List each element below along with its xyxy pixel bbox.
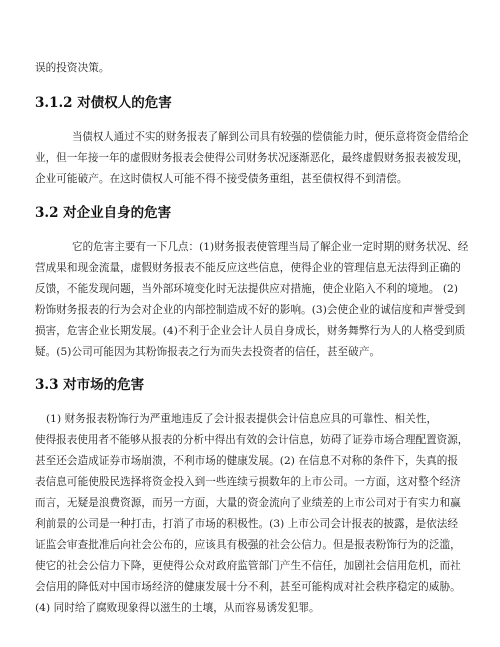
paragraph-line: 疑。(5)公司可能因为其粉饰报表之行为而失去投资者的信任，甚至破产。 [35,346,381,358]
paragraph-line: 使得报表使用者不能够从报表的分析中得出有效的会计信息，妨碍了证券市场合理配置资源， [35,434,469,446]
paragraph-line: 业，但一年接一年的虚假财务报表会使得公司财务状况逐渐恶化，最终虚假财务报表被发现， [35,152,469,164]
paragraph-line: (4) 同时给了腐败现象得以滋生的土壤，从而容易诱发犯罪。 [35,602,320,614]
paragraph-line: 损害，危害企业长期发展。(4)不利于企业会计人员自身成长，财务舞弊行为人的人格受到质 [35,325,466,337]
paragraph-line: 利前景的公司是一种打击，打消了市场的积极性。(3) 上市公司会计报表的披露，是依法经 [35,518,459,530]
section-heading-enterprise: 3.2 对企业自身的危害 [35,205,172,221]
section-heading-creditors: 3.1.2 对债权人的危害 [35,95,172,111]
paragraph-line: 证监会审查批准后向社会公布的，应该具有极强的社会公信力。但是报表粉饰行为的泛滥， [35,539,461,551]
paragraph-line: 使它的社会公信力下降，更使得公众对政府监管部门产生不信任，加剧社会信用危机，而社 [35,560,461,572]
paragraph-line: 而言，无疑是浪费资源，而另一方面，大量的资金流向了业绩差的上市公司对于有实力和赢 [35,497,461,509]
paragraph-line: 当债权人通过不实的财务报表了解到公司具有较强的偿债能力时，便乐意将资金借给企 [72,131,469,143]
paragraph-line: 营成果和现金流量，虚假财务报表不能反应这些信息，使得企业的管理信息无法得到正确的 [35,262,461,274]
paragraph-line: (1) 财务报表粉饰行为严重地违反了会计报表提供会计信息应具的可靠性、相关性， [46,413,438,425]
paragraph-line: 它的危害主要有一下几点：(1)财务报表使管理当局了解企业一定时期的财务状况、经 [72,241,469,253]
paragraph-line: 反馈，不能发现问题，当外部环境变化时无法提供应对措施，使企业陷入不利的境地。 (2) [35,283,459,295]
paragraph-line: 表信息可能使股民选择将资金投入到一些连续亏损数年的上市公司。一方面，这对整个经济 [35,476,461,488]
intro-line: 误的投资决策。 [35,62,110,74]
section-heading-market: 3.3 对市场的危害 [35,377,145,393]
paragraph-line: 甚至还会造成证券市场崩溃，不利市场的健康发展。(2) 在信息不对称的条件下，失真的报 [35,455,459,467]
paragraph-line: 粉饰财务报表的行为会对企业的内部控制造成不好的影响。(3)会使企业的诚信度和声誉受到 [35,304,466,316]
paragraph-line: 企业可能破产。在这时债权人可能不得不接受债务重组，甚至债权得不到清偿。 [35,173,408,185]
paragraph-line: 会信用的降低对中国市场经济的健康发展十分不利，甚至可能构成对社会秩序稳定的威胁。 [35,581,461,593]
